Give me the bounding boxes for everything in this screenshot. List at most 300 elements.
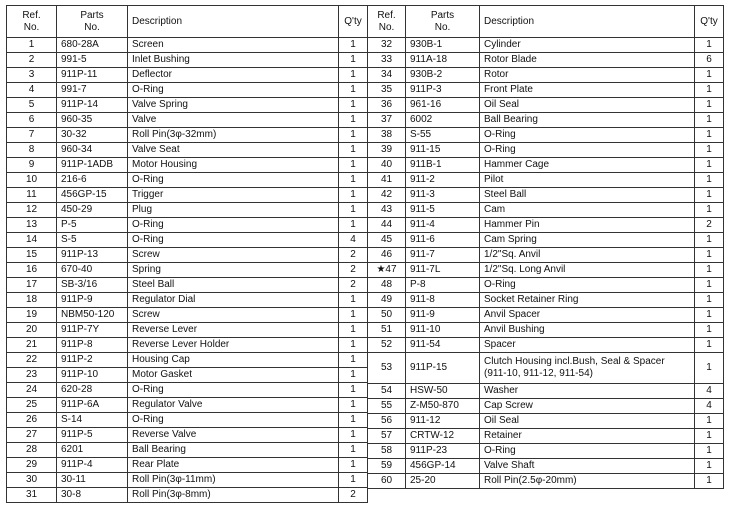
description-cell: Valve bbox=[128, 113, 339, 128]
description-cell: Valve Spring bbox=[128, 98, 339, 113]
description-cell: Cam bbox=[480, 203, 695, 218]
part-no-cell: 911-5 bbox=[406, 203, 480, 218]
qty-header: Q'ty bbox=[339, 6, 368, 38]
qty-cell: 1 bbox=[339, 383, 368, 398]
ref-no-cell: 26 bbox=[7, 413, 57, 428]
qty-cell: 1 bbox=[339, 38, 368, 53]
description-cell: O-Ring bbox=[128, 413, 339, 428]
qty-cell: 1 bbox=[695, 158, 724, 173]
table-row bbox=[7, 158, 368, 173]
qty-cell: 4 bbox=[695, 399, 724, 414]
ref-no-cell: 1 bbox=[7, 38, 57, 53]
qty-cell: 1 bbox=[695, 188, 724, 203]
part-no-cell: 680-28A bbox=[57, 38, 128, 53]
ref-no-cell: 28 bbox=[7, 443, 57, 458]
part-no-cell: S-5 bbox=[57, 233, 128, 248]
description-cell: Spring bbox=[128, 263, 339, 278]
part-no-cell: 911P-10 bbox=[57, 368, 128, 383]
qty-cell: 4 bbox=[695, 384, 724, 399]
part-no-cell: 670-40 bbox=[57, 263, 128, 278]
part-no-cell: 930B-2 bbox=[406, 68, 480, 83]
ref-no-cell: 7 bbox=[7, 128, 57, 143]
description-cell: Ball Bearing bbox=[128, 443, 339, 458]
table-row bbox=[368, 233, 724, 248]
qty-cell: 1 bbox=[339, 368, 368, 383]
parts-table-right-body bbox=[368, 38, 724, 489]
part-no-cell: 911-3 bbox=[406, 188, 480, 203]
ref-no-cell: 45 bbox=[368, 233, 406, 248]
qty-cell: 1 bbox=[339, 353, 368, 368]
qty-cell: 2 bbox=[339, 278, 368, 293]
table-row bbox=[368, 444, 724, 459]
table-row bbox=[368, 113, 724, 128]
ref-no-cell: 56 bbox=[368, 414, 406, 429]
description-cell: Steel Ball bbox=[480, 188, 695, 203]
part-no-cell: 911P-2 bbox=[57, 353, 128, 368]
ref-no-cell: 48 bbox=[368, 278, 406, 293]
table-row bbox=[7, 83, 368, 98]
table-row bbox=[368, 353, 724, 384]
ref-no-cell: 34 bbox=[368, 68, 406, 83]
part-no-cell: 911-6 bbox=[406, 233, 480, 248]
table-row bbox=[7, 53, 368, 68]
qty-cell: 4 bbox=[339, 233, 368, 248]
description-cell: Screw bbox=[128, 308, 339, 323]
qty-cell: 1 bbox=[339, 413, 368, 428]
qty-cell: 1 bbox=[695, 338, 724, 353]
qty-cell: 1 bbox=[695, 113, 724, 128]
description-cell: Rear Plate bbox=[128, 458, 339, 473]
table-row bbox=[7, 293, 368, 308]
part-no-cell: 930B-1 bbox=[406, 38, 480, 53]
ref-no-cell: 44 bbox=[368, 218, 406, 233]
description-cell: 1/2"Sq. Anvil bbox=[480, 248, 695, 263]
ref-no-cell: 27 bbox=[7, 428, 57, 443]
part-no-cell: 216-6 bbox=[57, 173, 128, 188]
table-row bbox=[7, 443, 368, 458]
table-row bbox=[368, 414, 724, 429]
qty-cell: 1 bbox=[695, 38, 724, 53]
description-cell: Front Plate bbox=[480, 83, 695, 98]
qty-cell: 1 bbox=[695, 278, 724, 293]
part-no-cell: 911-12 bbox=[406, 414, 480, 429]
ref-no-cell: 53 bbox=[368, 353, 406, 384]
ref-no-cell: 10 bbox=[7, 173, 57, 188]
ref-no-cell: 46 bbox=[368, 248, 406, 263]
description-cell: Motor Gasket bbox=[128, 368, 339, 383]
ref-no-cell: 31 bbox=[7, 488, 57, 503]
qty-cell: 2 bbox=[339, 488, 368, 503]
parts-no-header: Parts No. bbox=[406, 6, 480, 38]
qty-cell: 1 bbox=[695, 173, 724, 188]
ref-no-cell: 55 bbox=[368, 399, 406, 414]
qty-cell: 1 bbox=[695, 83, 724, 98]
description-cell: O-Ring bbox=[128, 218, 339, 233]
description-header: Description bbox=[480, 6, 695, 38]
part-no-cell: 961-16 bbox=[406, 98, 480, 113]
ref-no-cell: 8 bbox=[7, 143, 57, 158]
part-no-cell: 911P-5 bbox=[57, 428, 128, 443]
qty-cell: 1 bbox=[339, 128, 368, 143]
table-row bbox=[368, 38, 724, 53]
ref-no-cell: 5 bbox=[7, 98, 57, 113]
qty-cell: 1 bbox=[695, 353, 724, 384]
qty-cell: 1 bbox=[339, 443, 368, 458]
part-no-cell: 911P-4 bbox=[57, 458, 128, 473]
part-no-cell: 25-20 bbox=[406, 474, 480, 489]
qty-cell: 1 bbox=[695, 248, 724, 263]
ref-no-header: Ref. No. bbox=[368, 6, 406, 38]
part-no-cell: P-8 bbox=[406, 278, 480, 293]
description-cell: Cylinder bbox=[480, 38, 695, 53]
part-no-cell: 911B-1 bbox=[406, 158, 480, 173]
part-no-cell: 456GP-15 bbox=[57, 188, 128, 203]
table-row bbox=[368, 68, 724, 83]
ref-no-cell: 17 bbox=[7, 278, 57, 293]
ref-no-cell: 21 bbox=[7, 338, 57, 353]
ref-no-cell: 36 bbox=[368, 98, 406, 113]
description-cell: Roll Pin(2.5φ-20mm) bbox=[480, 474, 695, 489]
ref-no-cell: 9 bbox=[7, 158, 57, 173]
description-cell: O-Ring bbox=[128, 383, 339, 398]
ref-no-cell: ★47 bbox=[368, 263, 406, 278]
table-row bbox=[7, 383, 368, 398]
description-cell: 1/2"Sq. Long Anvil bbox=[480, 263, 695, 278]
qty-cell: 1 bbox=[339, 158, 368, 173]
table-row bbox=[368, 218, 724, 233]
qty-cell: 1 bbox=[339, 113, 368, 128]
table-row bbox=[368, 83, 724, 98]
table-row bbox=[368, 263, 724, 278]
qty-cell: 1 bbox=[695, 459, 724, 474]
part-no-cell: NBM50-120 bbox=[57, 308, 128, 323]
description-cell: Roll Pin(3φ-8mm) bbox=[128, 488, 339, 503]
description-cell: Regulator Valve bbox=[128, 398, 339, 413]
qty-cell: 1 bbox=[695, 263, 724, 278]
description-cell: Anvil Spacer bbox=[480, 308, 695, 323]
table-row bbox=[368, 338, 724, 353]
table-row bbox=[368, 429, 724, 444]
qty-cell: 1 bbox=[339, 458, 368, 473]
description-cell: Oil Seal bbox=[480, 414, 695, 429]
qty-cell: 1 bbox=[339, 68, 368, 83]
description-cell: Rotor bbox=[480, 68, 695, 83]
table-row bbox=[7, 308, 368, 323]
table-row bbox=[368, 278, 724, 293]
table-row bbox=[7, 218, 368, 233]
description-cell: Reverse Lever Holder bbox=[128, 338, 339, 353]
description-cell: Screen bbox=[128, 38, 339, 53]
part-no-cell: 30-11 bbox=[57, 473, 128, 488]
ref-no-cell: 22 bbox=[7, 353, 57, 368]
qty-cell: 1 bbox=[695, 143, 724, 158]
description-cell: Washer bbox=[480, 384, 695, 399]
qty-cell: 2 bbox=[695, 218, 724, 233]
description-cell: O-Ring bbox=[128, 233, 339, 248]
table-row bbox=[368, 384, 724, 399]
part-no-cell: 450-29 bbox=[57, 203, 128, 218]
ref-no-cell: 20 bbox=[7, 323, 57, 338]
qty-cell: 1 bbox=[339, 473, 368, 488]
qty-cell: 1 bbox=[339, 428, 368, 443]
parts-table-left-body bbox=[7, 38, 368, 503]
ref-no-cell: 35 bbox=[368, 83, 406, 98]
table-row bbox=[7, 248, 368, 263]
ref-no-cell: 15 bbox=[7, 248, 57, 263]
part-no-cell: 991-5 bbox=[57, 53, 128, 68]
ref-no-cell: 3 bbox=[7, 68, 57, 83]
part-no-cell: 960-34 bbox=[57, 143, 128, 158]
table-row bbox=[7, 353, 368, 368]
table-row bbox=[7, 203, 368, 218]
description-header: Description bbox=[128, 6, 339, 38]
part-no-cell: 911P-23 bbox=[406, 444, 480, 459]
part-no-cell: 911P-1ADB bbox=[57, 158, 128, 173]
table-row bbox=[7, 173, 368, 188]
table-row bbox=[368, 474, 724, 489]
qty-header: Q'ty bbox=[695, 6, 724, 38]
ref-no-cell: 25 bbox=[7, 398, 57, 413]
ref-no-cell: 2 bbox=[7, 53, 57, 68]
qty-cell: 1 bbox=[695, 68, 724, 83]
table-row bbox=[368, 128, 724, 143]
table-row bbox=[368, 53, 724, 68]
table-row bbox=[7, 233, 368, 248]
table-row bbox=[7, 143, 368, 158]
qty-cell: 1 bbox=[339, 338, 368, 353]
table-row bbox=[7, 338, 368, 353]
description-cell: Oil Seal bbox=[480, 98, 695, 113]
ref-no-cell: 19 bbox=[7, 308, 57, 323]
part-no-cell: 30-8 bbox=[57, 488, 128, 503]
table-row bbox=[368, 158, 724, 173]
qty-cell: 1 bbox=[695, 203, 724, 218]
description-cell: Plug bbox=[128, 203, 339, 218]
part-no-cell: 991-7 bbox=[57, 83, 128, 98]
parts-table-left bbox=[6, 5, 368, 503]
qty-cell: 1 bbox=[339, 308, 368, 323]
qty-cell: 1 bbox=[339, 53, 368, 68]
ref-no-cell: 4 bbox=[7, 83, 57, 98]
table-row bbox=[7, 458, 368, 473]
ref-no-cell: 37 bbox=[368, 113, 406, 128]
qty-cell: 1 bbox=[339, 203, 368, 218]
part-no-cell: 620-28 bbox=[57, 383, 128, 398]
part-no-cell: 911-54 bbox=[406, 338, 480, 353]
part-no-cell: 911P-15 bbox=[406, 353, 480, 384]
ref-no-cell: 43 bbox=[368, 203, 406, 218]
part-no-cell: 911-15 bbox=[406, 143, 480, 158]
description-cell: O-Ring bbox=[480, 143, 695, 158]
ref-no-cell: 42 bbox=[368, 188, 406, 203]
part-no-cell: 911-2 bbox=[406, 173, 480, 188]
part-no-cell: S-14 bbox=[57, 413, 128, 428]
ref-no-cell: 12 bbox=[7, 203, 57, 218]
table-row bbox=[368, 459, 724, 474]
description-cell: Trigger bbox=[128, 188, 339, 203]
description-cell: Cap Screw bbox=[480, 399, 695, 414]
description-cell: Housing Cap bbox=[128, 353, 339, 368]
qty-cell: 1 bbox=[695, 323, 724, 338]
part-no-cell: 6002 bbox=[406, 113, 480, 128]
ref-no-cell: 33 bbox=[368, 53, 406, 68]
ref-no-cell: 52 bbox=[368, 338, 406, 353]
ref-no-cell: 59 bbox=[368, 459, 406, 474]
qty-cell: 1 bbox=[695, 98, 724, 113]
table-row bbox=[7, 398, 368, 413]
part-no-cell: 911P-3 bbox=[406, 83, 480, 98]
qty-cell: 1 bbox=[695, 308, 724, 323]
ref-no-header: Ref. No. bbox=[7, 6, 57, 38]
parts-no-header: Parts No. bbox=[57, 6, 128, 38]
ref-no-cell: 24 bbox=[7, 383, 57, 398]
description-cell: Cam Spring bbox=[480, 233, 695, 248]
qty-cell: 1 bbox=[339, 143, 368, 158]
ref-no-cell: 18 bbox=[7, 293, 57, 308]
qty-cell: 1 bbox=[339, 218, 368, 233]
ref-no-cell: 30 bbox=[7, 473, 57, 488]
header-row bbox=[368, 6, 724, 38]
table-row bbox=[7, 263, 368, 278]
part-no-cell: Z-M50-870 bbox=[406, 399, 480, 414]
ref-no-cell: 60 bbox=[368, 474, 406, 489]
ref-no-cell: 39 bbox=[368, 143, 406, 158]
ref-no-cell: 54 bbox=[368, 384, 406, 399]
description-cell: Ball Bearing bbox=[480, 113, 695, 128]
ref-no-cell: 50 bbox=[368, 308, 406, 323]
table-row bbox=[7, 428, 368, 443]
description-cell: Deflector bbox=[128, 68, 339, 83]
qty-cell: 1 bbox=[339, 188, 368, 203]
ref-no-cell: 16 bbox=[7, 263, 57, 278]
part-no-cell: 911-7 bbox=[406, 248, 480, 263]
table-row bbox=[368, 248, 724, 263]
table-row bbox=[368, 173, 724, 188]
qty-cell: 1 bbox=[339, 293, 368, 308]
table-row bbox=[7, 323, 368, 338]
table-row bbox=[7, 473, 368, 488]
part-no-cell: 911A-18 bbox=[406, 53, 480, 68]
table-row bbox=[368, 98, 724, 113]
description-cell: Clutch Housing incl.Bush, Seal & Spacer (911-10, 911-12, 911-54) bbox=[480, 353, 695, 384]
part-no-cell: 911P-7Y bbox=[57, 323, 128, 338]
part-no-cell: 911P-9 bbox=[57, 293, 128, 308]
qty-cell: 1 bbox=[695, 128, 724, 143]
ref-no-cell: 6 bbox=[7, 113, 57, 128]
qty-cell: 6 bbox=[695, 53, 724, 68]
qty-cell: 1 bbox=[339, 83, 368, 98]
description-cell: Roll Pin(3φ-32mm) bbox=[128, 128, 339, 143]
part-no-cell: 911-10 bbox=[406, 323, 480, 338]
parts-table-right bbox=[367, 5, 724, 489]
part-no-cell: 960-35 bbox=[57, 113, 128, 128]
table-row bbox=[7, 68, 368, 83]
description-cell: Screw bbox=[128, 248, 339, 263]
qty-cell: 1 bbox=[339, 323, 368, 338]
table-row bbox=[368, 188, 724, 203]
table-row bbox=[7, 98, 368, 113]
table-row bbox=[7, 413, 368, 428]
description-cell: Rotor Blade bbox=[480, 53, 695, 68]
table-row bbox=[7, 113, 368, 128]
part-no-cell: 911-4 bbox=[406, 218, 480, 233]
part-no-cell: 911P-8 bbox=[57, 338, 128, 353]
description-cell: O-Ring bbox=[480, 278, 695, 293]
part-no-cell: 911-8 bbox=[406, 293, 480, 308]
table-row bbox=[7, 38, 368, 53]
part-no-cell: 30-32 bbox=[57, 128, 128, 143]
ref-no-cell: 29 bbox=[7, 458, 57, 473]
table-row bbox=[368, 308, 724, 323]
header-row bbox=[7, 6, 368, 38]
description-cell: Anvil Bushing bbox=[480, 323, 695, 338]
ref-no-cell: 40 bbox=[368, 158, 406, 173]
description-cell: Pilot bbox=[480, 173, 695, 188]
description-cell: Inlet Bushing bbox=[128, 53, 339, 68]
description-cell: Reverse Valve bbox=[128, 428, 339, 443]
part-no-cell: S-55 bbox=[406, 128, 480, 143]
description-cell: Valve Seat bbox=[128, 143, 339, 158]
ref-no-cell: 38 bbox=[368, 128, 406, 143]
qty-cell: 1 bbox=[695, 429, 724, 444]
qty-cell: 1 bbox=[339, 398, 368, 413]
ref-no-cell: 49 bbox=[368, 293, 406, 308]
description-cell: Steel Ball bbox=[128, 278, 339, 293]
part-no-cell: 911-9 bbox=[406, 308, 480, 323]
qty-cell: 1 bbox=[339, 173, 368, 188]
ref-no-cell: 32 bbox=[368, 38, 406, 53]
ref-no-cell: 13 bbox=[7, 218, 57, 233]
qty-cell: 1 bbox=[695, 233, 724, 248]
table-row bbox=[7, 488, 368, 503]
description-cell: O-Ring bbox=[128, 173, 339, 188]
part-no-cell: P-5 bbox=[57, 218, 128, 233]
description-cell: Hammer Pin bbox=[480, 218, 695, 233]
part-no-cell: 6201 bbox=[57, 443, 128, 458]
part-no-cell: 911P-6A bbox=[57, 398, 128, 413]
table-row bbox=[7, 278, 368, 293]
description-cell: Regulator Dial bbox=[128, 293, 339, 308]
part-no-cell: 911P-11 bbox=[57, 68, 128, 83]
ref-no-cell: 41 bbox=[368, 173, 406, 188]
qty-cell: 1 bbox=[695, 414, 724, 429]
table-row bbox=[368, 323, 724, 338]
description-cell: O-Ring bbox=[480, 444, 695, 459]
description-cell: O-Ring bbox=[128, 83, 339, 98]
table-row bbox=[368, 399, 724, 414]
description-cell: O-Ring bbox=[480, 128, 695, 143]
ref-no-cell: 14 bbox=[7, 233, 57, 248]
description-cell: Reverse Lever bbox=[128, 323, 339, 338]
description-cell: Spacer bbox=[480, 338, 695, 353]
ref-no-cell: 58 bbox=[368, 444, 406, 459]
part-no-cell: HSW-50 bbox=[406, 384, 480, 399]
qty-cell: 2 bbox=[339, 248, 368, 263]
qty-cell: 2 bbox=[339, 263, 368, 278]
table-row bbox=[368, 203, 724, 218]
description-cell: Valve Shaft bbox=[480, 459, 695, 474]
description-cell: Motor Housing bbox=[128, 158, 339, 173]
part-no-cell: CRTW-12 bbox=[406, 429, 480, 444]
qty-cell: 1 bbox=[339, 98, 368, 113]
ref-no-cell: 11 bbox=[7, 188, 57, 203]
table-row bbox=[7, 128, 368, 143]
description-cell: Retainer bbox=[480, 429, 695, 444]
qty-cell: 1 bbox=[695, 293, 724, 308]
qty-cell: 1 bbox=[695, 444, 724, 459]
qty-cell: 1 bbox=[695, 474, 724, 489]
part-no-cell: 456GP-14 bbox=[406, 459, 480, 474]
